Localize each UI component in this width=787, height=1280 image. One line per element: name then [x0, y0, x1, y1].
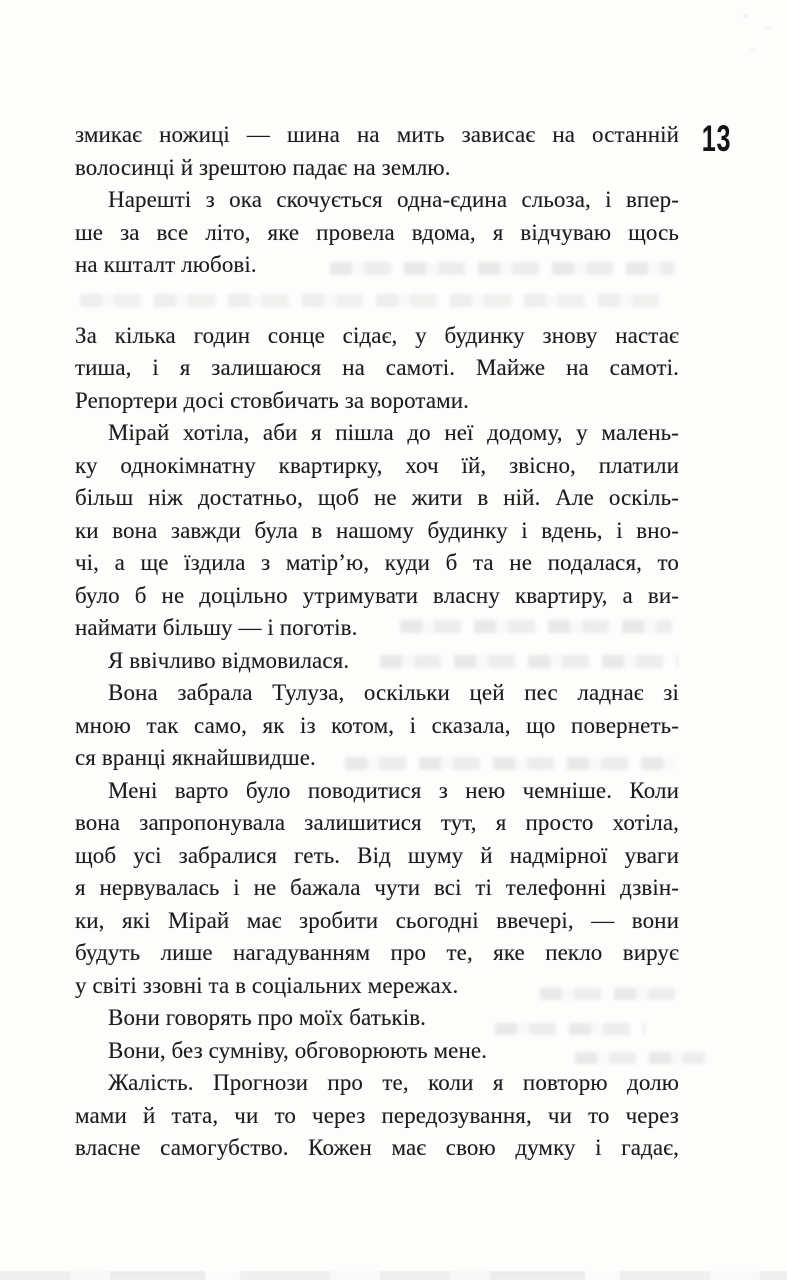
- paragraph: [75, 1067, 679, 1165]
- text-line: волосинці й зрештою падає на землю.: [75, 154, 451, 180]
- text-line: у світі ззовні та в соціальних мережах.: [75, 972, 459, 998]
- paragraph: [75, 677, 679, 775]
- paragraph: [75, 119, 679, 184]
- paragraph: [75, 417, 679, 645]
- text-line: Вона забрала Тулуза, оскільки цей пес ладнає зі: [108, 680, 679, 705]
- text-line: мною так само, як із котом, і сказала, що повернеть-: [75, 712, 679, 738]
- text-line: ся вранці якнайшвидше.: [75, 745, 316, 770]
- text-line: власне самогубство. Кожен має свою думку і гадає,: [75, 1135, 679, 1160]
- text-line: будуть лише нагадуванням про те, яке пекло вирує: [75, 940, 679, 965]
- text-line: Я ввічливо відмовилася.: [108, 647, 350, 673]
- text-line: Нарешті з ока скочується одна-єдина сльоза, і впер-: [108, 187, 679, 212]
- paragraph: [75, 1002, 679, 1035]
- text-line: ше за все літо, яке провела вдома, я відчуваю щось: [75, 219, 679, 245]
- text-line: більш ніж достатньо, щоб не жити в ній. Але оскіль-: [75, 485, 679, 510]
- text-line: ку однокімнатну квартирку, хоч їй, звісно, платили: [75, 452, 679, 478]
- text-line: на кшталт любові.: [75, 252, 257, 277]
- paragraph: [75, 775, 679, 1003]
- text-line: наймати більшу — і поготів.: [75, 615, 358, 640]
- text-line: За кілька годин сонце сідає, у будинку знову настає: [75, 322, 679, 348]
- text-line: було б не доцільно утримувати власну квартиру, а ви-: [75, 582, 679, 608]
- text-line: Вони, без сумніву, обговорюють мене.: [108, 1037, 488, 1063]
- paragraph: [75, 320, 679, 418]
- body-text: [75, 119, 679, 1165]
- text-line: Мірай хотіла, аби я пішла до неї додому, у малень-: [108, 420, 679, 445]
- page-number: 13: [701, 118, 731, 159]
- text-line: я нервувалась і не бажала чути всі ті телефонні дзвін-: [75, 875, 679, 900]
- text-line: Репортери досі стовбичать за воротами.: [75, 387, 470, 413]
- text-line: щоб усі забралися геть. Від шуму й надмірної уваги: [75, 842, 679, 868]
- text-line: змикає ножиці — шина на мить зависає на останній: [75, 122, 679, 147]
- page-bottom-edge: [0, 1271, 787, 1280]
- text-line: Мені варто було поводитися з нею чемніше. Коли: [108, 777, 679, 803]
- paragraph: [75, 645, 679, 678]
- text-line: Жалість. Прогнози про те, коли я повторю долю: [108, 1070, 679, 1095]
- text-line: Вони говорять про моїх батьків.: [108, 1005, 427, 1030]
- bleed-through-artifact: [735, 8, 783, 66]
- text-line: вона запропонувала залишитися тут, я просто хотіла,: [75, 810, 679, 835]
- text-line: чі, а ще їздила з матір’ю, куди б та не подалася, то: [75, 550, 679, 575]
- text-line: ки, які Мірай має зробити сьогодні ввечері, — вони: [75, 907, 679, 933]
- text-line: мами й тата, чи то через передозування, чи то через: [75, 1102, 679, 1128]
- paragraph: [75, 1035, 679, 1068]
- paragraph: [75, 184, 679, 282]
- text-line: ки вона завжди була в нашому будинку і вдень, і вно-: [75, 517, 679, 543]
- text-line: тиша, і я залишаюся на самоті. Майже на самоті.: [75, 355, 679, 380]
